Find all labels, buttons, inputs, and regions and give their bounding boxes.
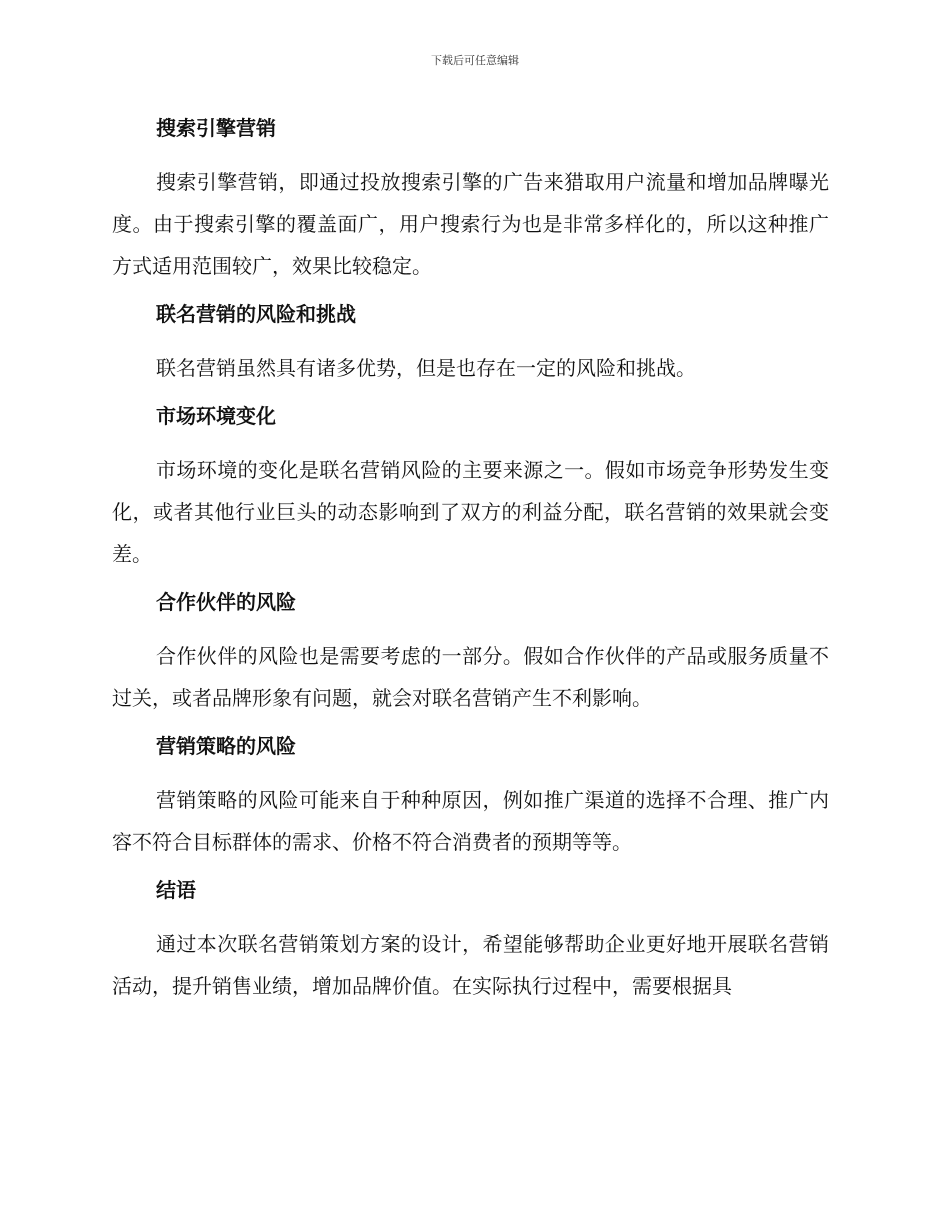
section-co-branding-risks bbox=[112, 299, 829, 389]
document-body bbox=[112, 113, 829, 1019]
section-market-change bbox=[112, 401, 829, 575]
section-paragraph: 市场环境的变化是联名营销风险的主要来源之一。假如市场竞争形势发生变化，或者其他行业巨头的动态影响到了双方的利益分配，联名营销的效果就会变差。 bbox=[112, 458, 829, 566]
section-heading: 搜索引擎营销 bbox=[156, 116, 276, 140]
section-conclusion bbox=[112, 875, 829, 1007]
section-partner-risk bbox=[112, 587, 829, 719]
section-heading: 结语 bbox=[156, 878, 196, 902]
section-paragraph: 通过本次联名营销策划方案的设计，希望能够帮助企业更好地开展联名营销活动，提升销售业绩，增加品牌价值。在实际执行过程中，需要根据具 bbox=[112, 932, 829, 998]
section-search-engine-marketing bbox=[112, 113, 829, 287]
section-heading: 合作伙伴的风险 bbox=[156, 590, 296, 614]
section-paragraph: 搜索引擎营销，即通过投放搜索引擎的广告来猎取用户流量和增加品牌曝光度。由于搜索引擎的覆盖面广，用户搜索行为也是非常多样化的，所以这种推广方式适用范围较广，效果比较稳定。 bbox=[112, 170, 829, 278]
section-heading: 市场环境变化 bbox=[156, 404, 276, 428]
section-heading: 营销策略的风险 bbox=[156, 734, 296, 758]
section-heading: 联名营销的风险和挑战 bbox=[156, 302, 356, 326]
section-paragraph: 营销策略的风险可能来自于种种原因，例如推广渠道的选择不合理、推广内容不符合目标群体的需求、价格不符合消费者的预期等等。 bbox=[112, 788, 829, 854]
header-note: 下载后可任意编辑 bbox=[431, 54, 519, 67]
section-strategy-risk bbox=[112, 731, 829, 863]
section-paragraph: 合作伙伴的风险也是需要考虑的一部分。假如合作伙伴的产品或服务质量不过关，或者品牌形象有问题，就会对联名营销产生不利影响。 bbox=[112, 644, 829, 710]
section-paragraph: 联名营销虽然具有诸多优势，但是也存在一定的风险和挑战。 bbox=[156, 356, 696, 380]
